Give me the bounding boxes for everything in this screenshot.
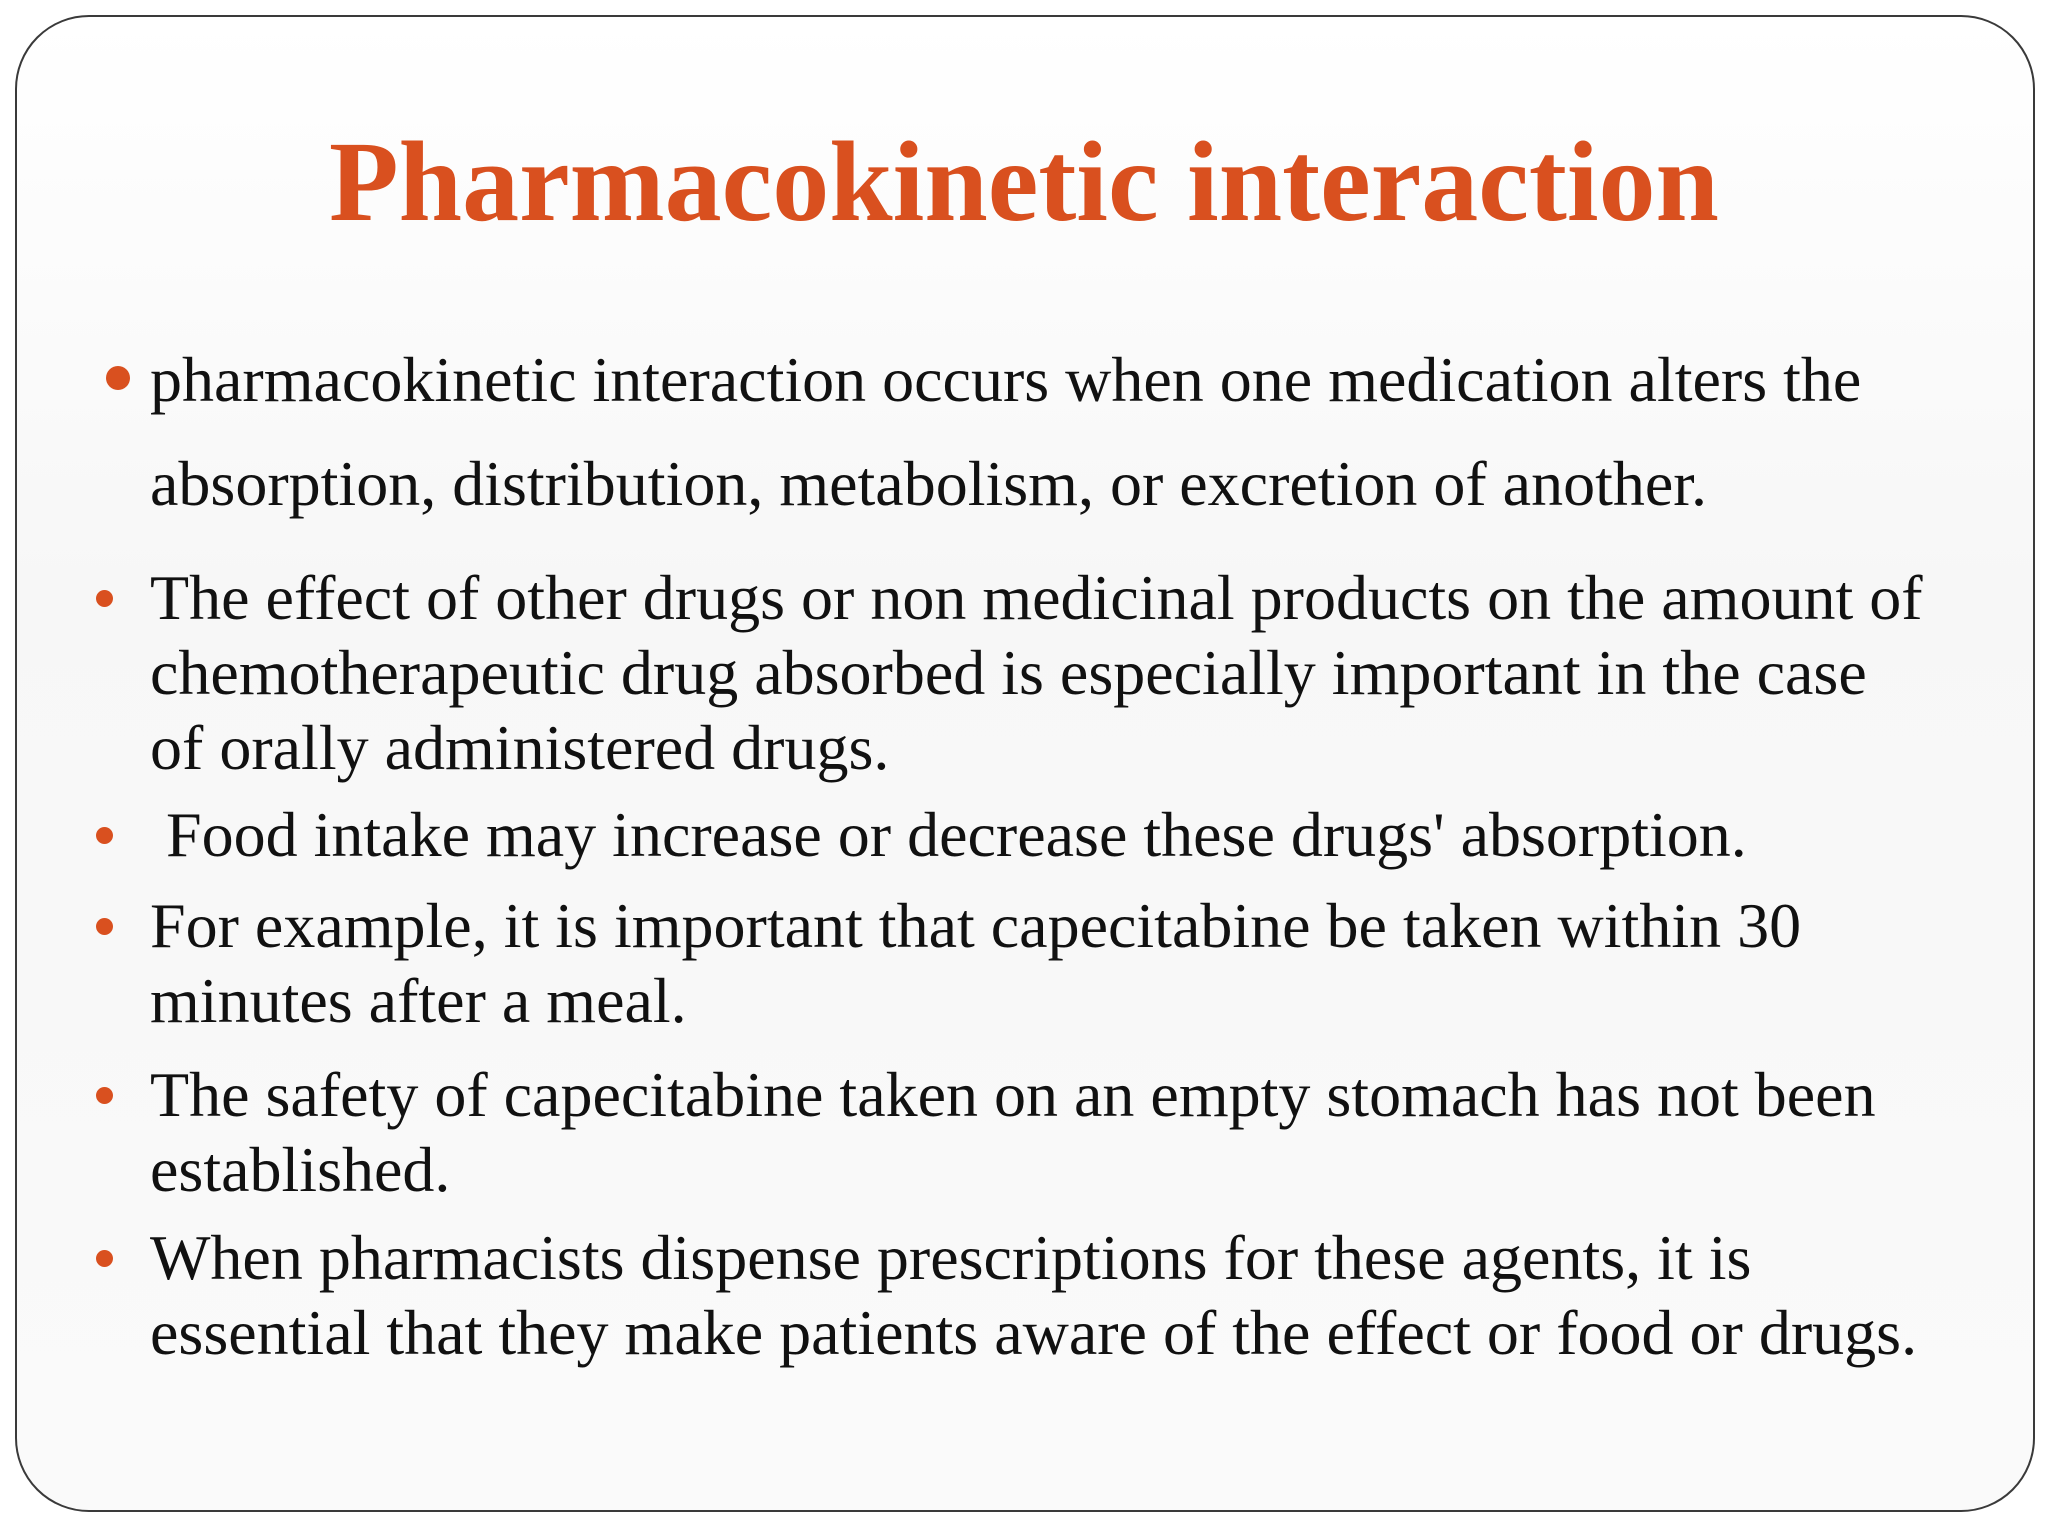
bullet-text: Food intake may increase or decrease these drugs' absorption. (150, 799, 1747, 870)
bullet-text: The safety of capecitabine taken on an empty stomach has not been established. (150, 1059, 1876, 1205)
round-bullet-icon (106, 366, 130, 390)
round-bullet-icon (96, 918, 113, 935)
round-bullet-icon (96, 1250, 113, 1267)
round-bullet-icon (96, 1087, 113, 1104)
bullet-text: pharmacokinetic interaction occurs when one medication alters the absorption, distribution, metabolism, or excretion of another. (150, 344, 1862, 519)
bullet-text: The effect of other drugs or non medicinal products on the amount of chemotherapeutic drug absorbed is especially important in the case of orally administered drugs. (150, 562, 1923, 783)
slide-title: Pharmacokinetic interaction (329, 118, 1719, 245)
round-bullet-icon (96, 590, 113, 607)
bullet-text: When pharmacists dispense prescriptions for these agents, it is essential that they make patients aware of the effect or food or drugs. (150, 1222, 1918, 1368)
round-bullet-icon (96, 827, 113, 844)
bullet-text: For example, it is important that capecitabine be taken within 30 minutes after a meal. (150, 890, 1802, 1036)
